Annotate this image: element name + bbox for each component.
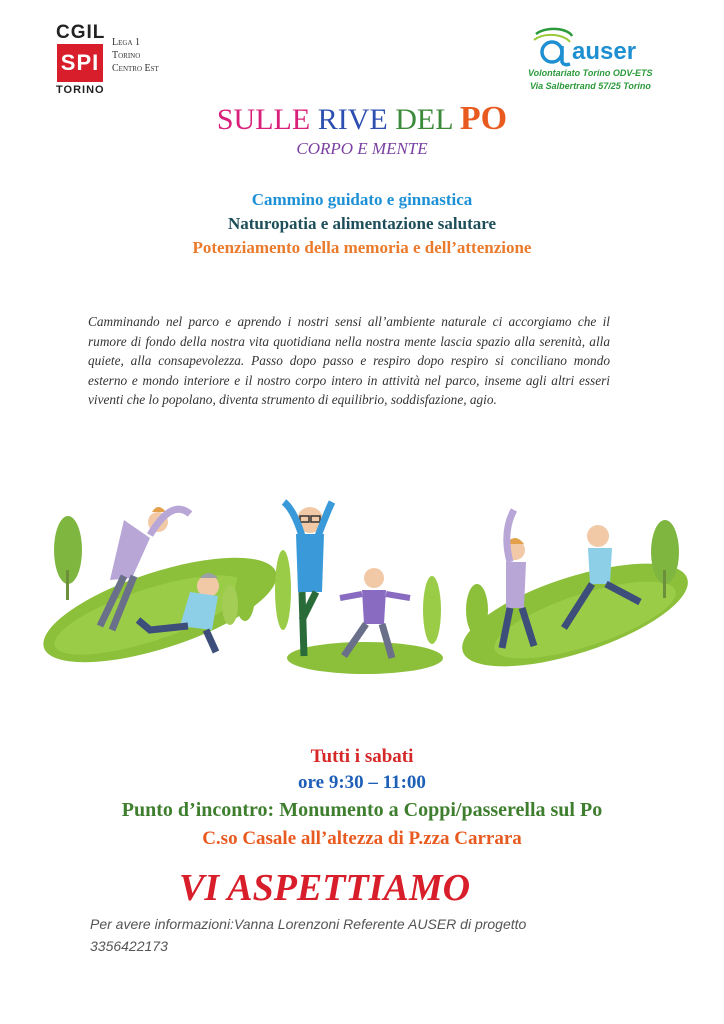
lega-label <box>112 36 159 75</box>
cgil-logo-text: CGIL <box>56 22 106 43</box>
seniors-stretching-icon <box>451 510 690 680</box>
meeting-point: Punto d’incontro: Monumento a Coppi/passerella sul Po <box>121 799 603 821</box>
page-title <box>0 100 724 138</box>
schedule-time: ore 9:30 – 11:00 <box>298 772 426 793</box>
title-word-4: PO <box>459 100 508 137</box>
contact-info: Per avere informazioni:Vanna Lorenzoni Referente AUSER di progetto <box>90 916 527 932</box>
schedule-days: Tutti i sabati <box>310 746 414 767</box>
couple-exercising-icon <box>275 502 443 674</box>
couple-stretching-icon <box>40 507 288 680</box>
lega-line-3: Centro Est <box>112 63 159 74</box>
torino-logo-text: TORINO <box>56 84 105 96</box>
lega-line-1: Lega 1 <box>112 37 140 48</box>
auser-swirl-icon <box>528 26 576 68</box>
title-word-3: DEL <box>395 103 453 136</box>
page-subtitle: CORPO E MENTE <box>296 139 428 158</box>
meeting-address: C.so Casale all’altezza di P.zza Carrara <box>202 828 522 849</box>
activity-1: Cammino guidato e ginnastica <box>251 190 473 209</box>
contact-phone: 3356422173 <box>90 938 168 954</box>
title-word-2: RIVE <box>317 103 388 136</box>
description-paragraph: Camminando nel parco e aprendo i nostri sensi all’ambiente naturale ci accorgiamo che il rumore di fondo della nostra vita quotidiana nella nostra mente lascia spazio alla serenità, alla quiete, alla consapevolezza. Passo dopo passo e respiro dopo respiro si conciliano mondo esterno e mondo interiore e il nostro corpo intero in attività nel parco, inseme agli altri esseri viventi che lo popolano, diventa strumento di equilibrio, soddisfazione, agio. <box>88 314 610 408</box>
closing-heading: VI ASPETTIAMO <box>179 867 471 909</box>
activity-2: Naturopatia e alimentazione salutare <box>227 214 497 233</box>
auser-subtitle-2: Via Salbertrand 57/25 Torino <box>530 81 651 91</box>
lega-line-2: Torino <box>112 50 141 61</box>
auser-logo-name: auser <box>572 38 637 65</box>
exercise-illustration <box>40 480 690 680</box>
auser-subtitle-1: Volontariato Torino ODV-ETS <box>528 68 653 78</box>
activity-3: Potenziamento della memoria e dell’attenzione <box>192 238 532 257</box>
title-word-1: SULLE <box>216 103 311 136</box>
spi-logo-box: SPI <box>57 44 103 82</box>
